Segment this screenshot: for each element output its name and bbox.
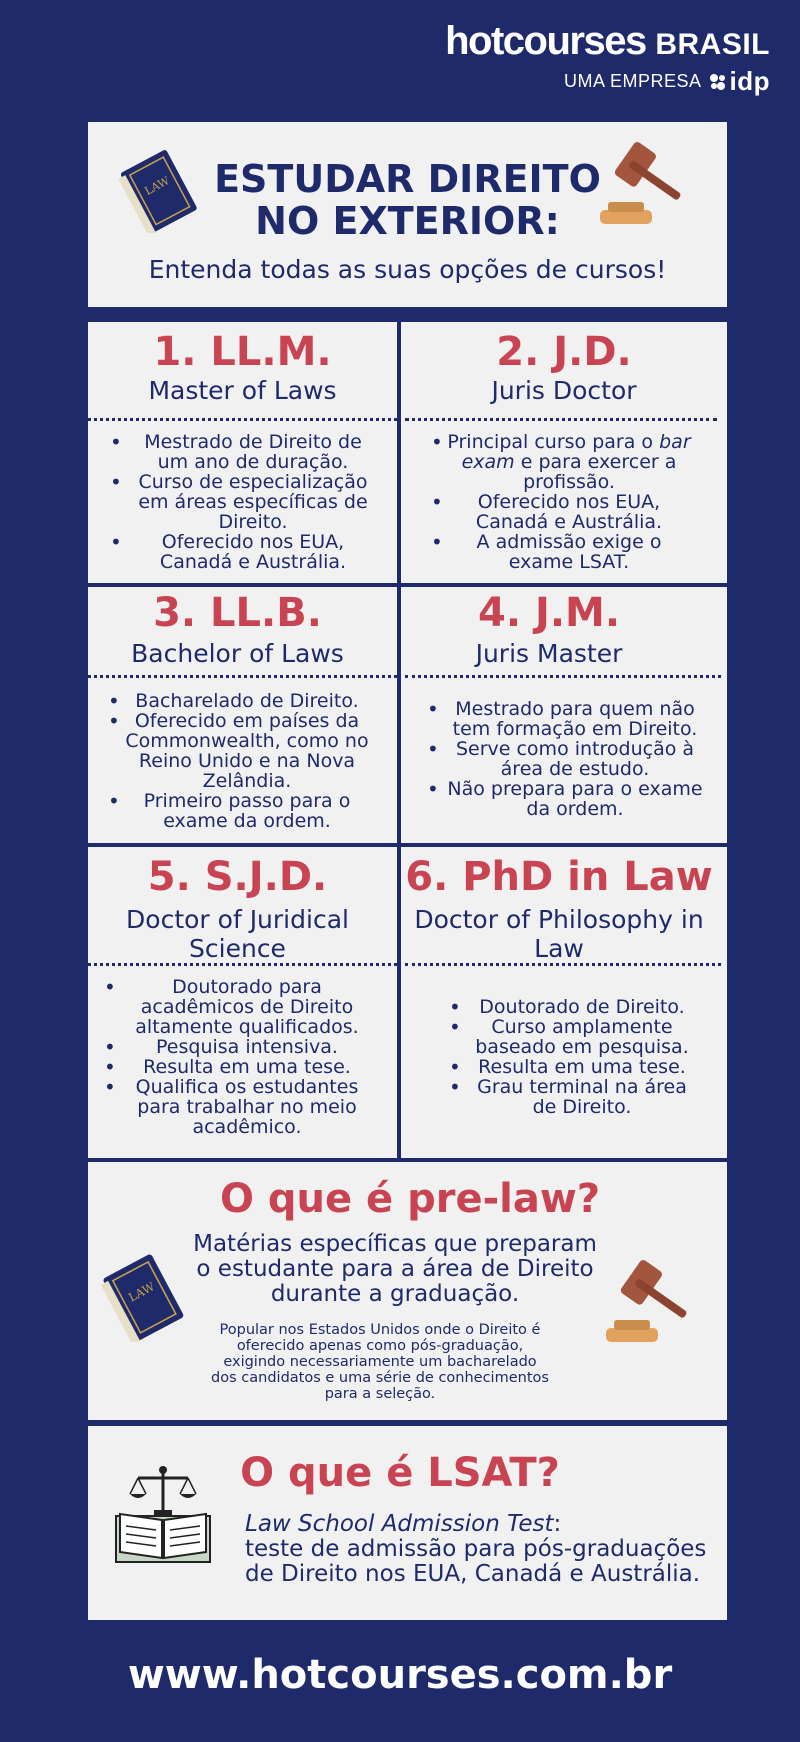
idp-logo: idp: [708, 66, 771, 97]
header-subtitle: Entenda todas as suas opções de cursos!: [148, 255, 667, 284]
course-bullets: [421, 699, 711, 819]
course-subtitle: Juris Doctor: [491, 376, 637, 405]
idp-mark-icon: [708, 72, 728, 92]
course-llm: [88, 322, 397, 583]
course-title: 3. LL.B.: [153, 590, 322, 636]
page-title: ESTUDAR DIREITO NO EXTERIOR:: [214, 157, 601, 243]
course-sjd: [88, 847, 397, 1158]
list-item: • A admissão exige o exame LSAT.: [425, 532, 695, 572]
prelaw-note: Popular nos Estados Unidos onde o Direito é oferecido apenas como pós-graduação, exigindo necessariamente um bacharelado dos candidatos e uma série de conhecimentos para a seleção.: [211, 1322, 549, 1402]
svg-text:LAW: LAW: [126, 1279, 157, 1305]
list-item: • Oferecido nos EUA, Canadá e Austrália.: [104, 532, 384, 572]
course-bullets: [98, 977, 378, 1137]
law-book-icon: [92, 1252, 192, 1342]
course-jm: [401, 587, 727, 843]
dotted-divider: [88, 963, 397, 966]
course-llb: [88, 587, 397, 843]
list-item: • Oferecido nos EUA, Canadá e Austrália.: [425, 492, 695, 532]
dotted-divider: [405, 675, 721, 678]
list-item: • Primeiro passo para o exame da ordem.: [102, 791, 374, 831]
list-item: • Oferecido em países da Commonwealth, como no Reino Unido e na Nova Zelândia.: [102, 711, 374, 791]
dotted-divider: [88, 418, 397, 421]
course-subtitle: Bachelor of Laws: [131, 639, 344, 668]
course-bullets: [443, 997, 703, 1117]
brand-logo: [445, 18, 770, 97]
website-url: www.hotcourses.com.br: [127, 1652, 673, 1698]
course-title: 6. PhD in Law: [405, 854, 713, 900]
lsat-description: Law School Admission Test: teste de admissão para pós-graduações de Direito nos EUA, Canadá e Austrália.: [245, 1511, 707, 1587]
list-item: • Pesquisa intensiva.: [98, 1037, 378, 1057]
course-subtitle: Master of Laws: [148, 376, 337, 405]
gavel-icon: [590, 140, 700, 240]
list-item: • Bacharelado de Direito.: [102, 691, 374, 711]
list-item: • Grau terminal na área de Direito.: [443, 1077, 703, 1117]
list-item: • Serve como introdução à área de estudo.: [421, 739, 711, 779]
course-subtitle: Doctor of Juridical Science: [126, 905, 349, 963]
list-item: • Mestrado para quem não tem formação em Direito.: [421, 699, 711, 739]
list-item: • Curso amplamente baseado em pesquisa.: [443, 1017, 703, 1057]
list-item: • Curso de especialização em áreas específicas de Direito.: [104, 472, 384, 532]
logo-tagline: UMA EMPRESA idp: [563, 66, 770, 96]
course-bullets: [425, 432, 695, 572]
course-title: 4. J.M.: [477, 590, 621, 636]
prelaw-title: O que é pre-law?: [219, 1176, 601, 1222]
course-bullets: [104, 432, 384, 572]
course-jd: [401, 322, 727, 583]
list-item: • Não prepara para o exame da ordem.: [421, 779, 711, 819]
course-title: 2. J.D.: [496, 329, 632, 375]
course-subtitle: Doctor of Philosophy in Law: [414, 905, 704, 963]
scales-book-icon: [108, 1460, 218, 1570]
list-item: • Resulta em uma tese.: [98, 1057, 378, 1077]
list-item: • Principal curso para o bar exam e para exercer a profissão.: [425, 432, 695, 492]
dotted-divider: [405, 418, 717, 421]
course-subtitle: Juris Master: [475, 639, 623, 668]
course-phd: [401, 847, 727, 1158]
list-item: • Qualifica os estudantes para trabalhar no meio acadêmico.: [98, 1077, 378, 1137]
course-bullets: [102, 691, 374, 831]
gavel-icon: [596, 1258, 706, 1358]
logo-wordmark: hotcourses BRASIL: [445, 19, 770, 63]
dotted-divider: [88, 675, 397, 678]
course-title: 5. S.J.D.: [147, 854, 328, 900]
list-item: • Doutorado para acadêmicos de Direito altamente qualificados.: [98, 977, 378, 1037]
svg-text:LAW: LAW: [142, 174, 172, 198]
lsat-title: O que é LSAT?: [240, 1450, 560, 1496]
list-item: • Mestrado de Direito de um ano de duração.: [104, 432, 384, 472]
prelaw-subtitle: Matérias específicas que preparam o estudante para a área de Direito durante a graduação.: [193, 1231, 597, 1307]
course-title: 1. LL.M.: [153, 329, 332, 375]
dotted-divider: [405, 963, 721, 966]
list-item: • Doutorado de Direito.: [443, 997, 703, 1017]
list-item: • Resulta em uma tese.: [443, 1057, 703, 1077]
